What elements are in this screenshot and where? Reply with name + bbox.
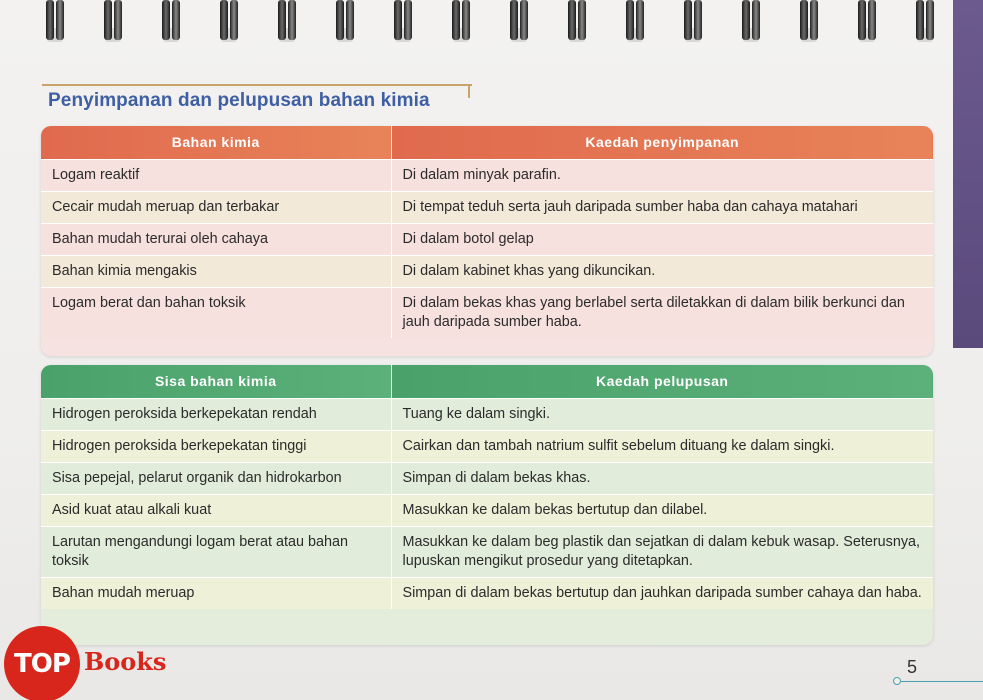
- spiral-wire: [868, 0, 876, 40]
- spiral-wire: [520, 0, 528, 40]
- disposal-method-cell: Cairkan dan tambah natrium sulfit sebelum dituang ke dalam singki.: [391, 430, 933, 462]
- spiral-wire: [288, 0, 296, 40]
- spiral-wire: [230, 0, 238, 40]
- disposal-header-row: [41, 365, 933, 398]
- spiral-ring: [330, 0, 360, 48]
- disposal-waste-cell: Larutan mengandungi logam berat atau bahan toksik: [41, 526, 391, 577]
- spiral-ring: [736, 0, 766, 48]
- spiral-ring: [272, 0, 302, 48]
- spiral-ring: [504, 0, 534, 48]
- table-row: [41, 494, 933, 526]
- spiral-wire: [220, 0, 228, 40]
- disposal-method-cell: Simpan di dalam bekas bertutup dan jauhkan daripada sumber cahaya dan haba.: [391, 577, 933, 609]
- spiral-wire: [114, 0, 122, 40]
- table-row: [41, 159, 933, 191]
- spiral-wire: [346, 0, 354, 40]
- storage-method-cell: Di dalam minyak parafin.: [391, 159, 933, 191]
- disposal-header-waste: Sisa bahan kimia: [41, 365, 391, 398]
- spiral-ring: [156, 0, 186, 48]
- spiral-wire: [404, 0, 412, 40]
- page-footer-dot: [893, 677, 901, 685]
- side-tab: [953, 0, 983, 348]
- disposal-table-card: [41, 365, 933, 645]
- spiral-ring: [620, 0, 650, 48]
- spiral-wire: [510, 0, 518, 40]
- storage-method-cell: Di dalam kabinet khas yang dikuncikan.: [391, 255, 933, 287]
- storage-method-cell: Di dalam botol gelap: [391, 223, 933, 255]
- spiral-wire: [162, 0, 170, 40]
- spiral-wire: [800, 0, 808, 40]
- disposal-table: [41, 365, 933, 609]
- spiral-ring: [98, 0, 128, 48]
- table-row: [41, 191, 933, 223]
- spiral-wire: [626, 0, 634, 40]
- spiral-ring: [852, 0, 882, 48]
- table-row: [41, 223, 933, 255]
- table-row: [41, 462, 933, 494]
- logo-books-text: Books: [84, 647, 167, 676]
- spiral-wire: [742, 0, 750, 40]
- page-number: 5: [907, 657, 918, 677]
- spiral-wire: [394, 0, 402, 40]
- spiral-wire: [694, 0, 702, 40]
- disposal-header-method: Kaedah pelupusan: [391, 365, 933, 398]
- spiral-wire: [104, 0, 112, 40]
- storage-header-chemical: Bahan kimia: [41, 126, 391, 159]
- page-title: Penyimpanan dan pelupusan bahan kimia: [48, 90, 430, 111]
- disposal-waste-cell: Hidrogen peroksida berkepekatan rendah: [41, 398, 391, 430]
- spiral-wire: [46, 0, 54, 40]
- page-footer-rule: [901, 681, 983, 682]
- spiral-ring: [388, 0, 418, 48]
- spiral-wire: [336, 0, 344, 40]
- storage-header-method: Kaedah penyimpanan: [391, 126, 933, 159]
- spiral-wire: [858, 0, 866, 40]
- spiral-wire: [810, 0, 818, 40]
- spiral-wire: [926, 0, 934, 40]
- table-row: [41, 526, 933, 577]
- spiral-ring: [214, 0, 244, 48]
- table-row: [41, 398, 933, 430]
- table-row: [41, 287, 933, 338]
- spiral-wire: [462, 0, 470, 40]
- spiral-ring: [910, 0, 940, 48]
- topbooks-watermark: [0, 620, 190, 700]
- disposal-method-cell: Masukkan ke dalam bekas bertutup dan dilabel.: [391, 494, 933, 526]
- spiral-ring: [40, 0, 70, 48]
- spiral-wire: [278, 0, 286, 40]
- spiral-wire: [578, 0, 586, 40]
- storage-chemical-cell: Cecair mudah meruap dan terbakar: [41, 191, 391, 223]
- spiral-wire: [752, 0, 760, 40]
- page-footer: [893, 657, 983, 697]
- spiral-wire: [636, 0, 644, 40]
- table-row: [41, 255, 933, 287]
- disposal-waste-cell: Asid kuat atau alkali kuat: [41, 494, 391, 526]
- disposal-waste-cell: Bahan mudah meruap: [41, 577, 391, 609]
- storage-method-cell: Di dalam bekas khas yang berlabel serta diletakkan di dalam bilik berkunci dan jauh daripada sumber haba.: [391, 287, 933, 338]
- table-row: [41, 430, 933, 462]
- spiral-wire: [452, 0, 460, 40]
- spiral-ring: [794, 0, 824, 48]
- storage-header-row: [41, 126, 933, 159]
- spiral-ring: [678, 0, 708, 48]
- disposal-waste-cell: Hidrogen peroksida berkepekatan tinggi: [41, 430, 391, 462]
- storage-chemical-cell: Bahan mudah terurai oleh cahaya: [41, 223, 391, 255]
- spiral-wire: [684, 0, 692, 40]
- storage-chemical-cell: Bahan kimia mengakis: [41, 255, 391, 287]
- storage-chemical-cell: Logam reaktif: [41, 159, 391, 191]
- spiral-wire: [568, 0, 576, 40]
- spiral-ring: [446, 0, 476, 48]
- disposal-waste-cell: Sisa pepejal, pelarut organik dan hidrokarbon: [41, 462, 391, 494]
- disposal-method-cell: Simpan di dalam bekas khas.: [391, 462, 933, 494]
- storage-table-card: [41, 126, 933, 356]
- table-row: [41, 577, 933, 609]
- spiral-wire: [56, 0, 64, 40]
- spiral-wire: [172, 0, 180, 40]
- disposal-method-cell: Masukkan ke dalam beg plastik dan sejatkan di dalam kebuk wasap. Seterusnya, lupuskan mengikut prosedur yang ditetapkan.: [391, 526, 933, 577]
- section-heading: [42, 84, 472, 114]
- disposal-method-cell: Tuang ke dalam singki.: [391, 398, 933, 430]
- spiral-ring: [562, 0, 592, 48]
- spiral-wire: [916, 0, 924, 40]
- storage-table: [41, 126, 933, 338]
- storage-chemical-cell: Logam berat dan bahan toksik: [41, 287, 391, 338]
- logo-top-text: TOP: [14, 649, 70, 679]
- heading-rule-tick: [468, 84, 470, 98]
- spiral-binding: [40, 0, 940, 48]
- storage-method-cell: Di tempat teduh serta jauh daripada sumber haba dan cahaya matahari: [391, 191, 933, 223]
- topbooks-logo: [4, 626, 80, 700]
- heading-rule: [42, 84, 472, 86]
